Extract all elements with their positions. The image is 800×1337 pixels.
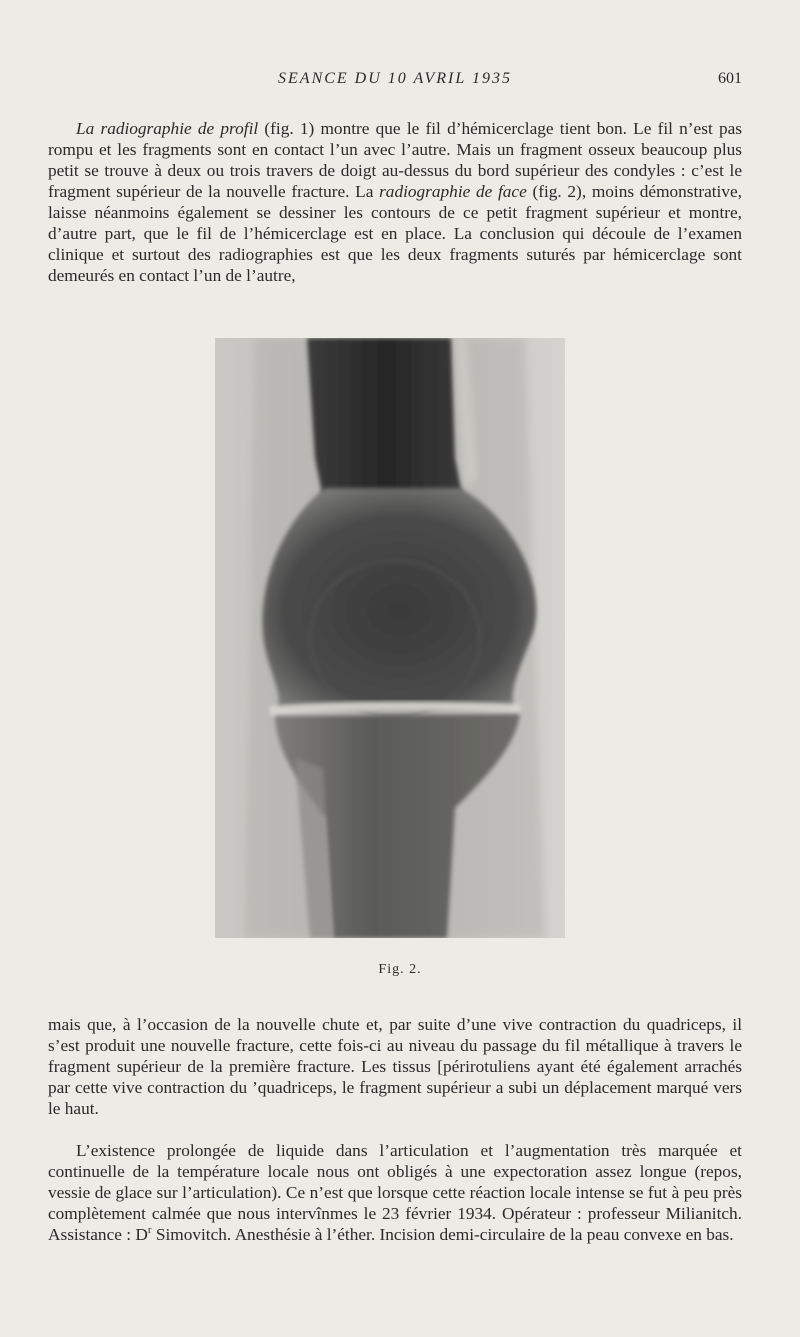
paragraph-1-mid-italic: radiographie de face xyxy=(379,182,527,201)
paragraph-1-lead-italic: La radiographie de profil xyxy=(76,119,259,138)
knee-radiograph-image xyxy=(215,338,565,938)
paragraph-3-text-after-sup: Simovitch. Anesthésie à l’éther. Incision demi-circulaire de la peau convexe en bas. xyxy=(151,1225,734,1244)
paragraph-3-superscript: r xyxy=(147,1224,152,1237)
paragraph-2: mais que, à l’occasion de la nouvelle chute et, par suite d’une vive contraction du quadriceps, il s’est produit une nouvelle fracture, cette fois-ci au niveau du passage du fil métallique à travers le fragment supérieur de la première fracture. Les tissus [périrotuliens ayant été également arrachés par cette vive contraction du ’quadriceps, le fragment supérieur a subi un déplacement marqué vers le haut. xyxy=(48,1015,742,1118)
paragraph-3-text-before-sup: L’existence prolongée de liquide dans l’articulation et l’augmentation très marquée et continuelle de la température locale nous ont obligés à une expectoration assez longue (repos, vessie de glace sur l’articulation). Ce n’est que lorsque cette réaction locale intense se fut à peu près complètement calmée que nous intervînmes le 23 février 1934. Opérateur : professeur Milianitch. Assistance : D xyxy=(48,1141,742,1244)
paragraph-1-part-b: (fig. 2), moins démonstrative, laisse néanmoins également se dessiner les contours de ce petit fragment supérieur et montre, d’autre part, que le fil de l’hémicerclage est en place. La conclusion qui découle de l’examen clinique et surtout des radiographies est que les deux fragments suturés par hémicerclage sont demeurés en contact l’un de l’autre, xyxy=(48,182,742,285)
paragraph-1-part-a: (fig. 1) montre que le fil d’hémicerclage tient bon. Le fil n’est pas rompu et les fragments sont en contact l’un avec l’autre. Mais un fragment osseux beaucoup plus petit se trouve à deux ou trois travers de doigt au-dessus du bord supérieur des condyles : c’est le fragment supérieur de la nouvelle fracture. La xyxy=(48,119,743,201)
running-header xyxy=(48,70,742,94)
paragraph-3 xyxy=(48,1140,742,1245)
running-title: SEANCE DU 10 AVRIL 1935 xyxy=(278,70,512,87)
page-number: 601 xyxy=(718,70,742,87)
knee-radiograph-figure xyxy=(215,338,565,938)
figure-caption: Fig. 2. xyxy=(378,962,422,977)
paragraph-1 xyxy=(48,118,742,286)
